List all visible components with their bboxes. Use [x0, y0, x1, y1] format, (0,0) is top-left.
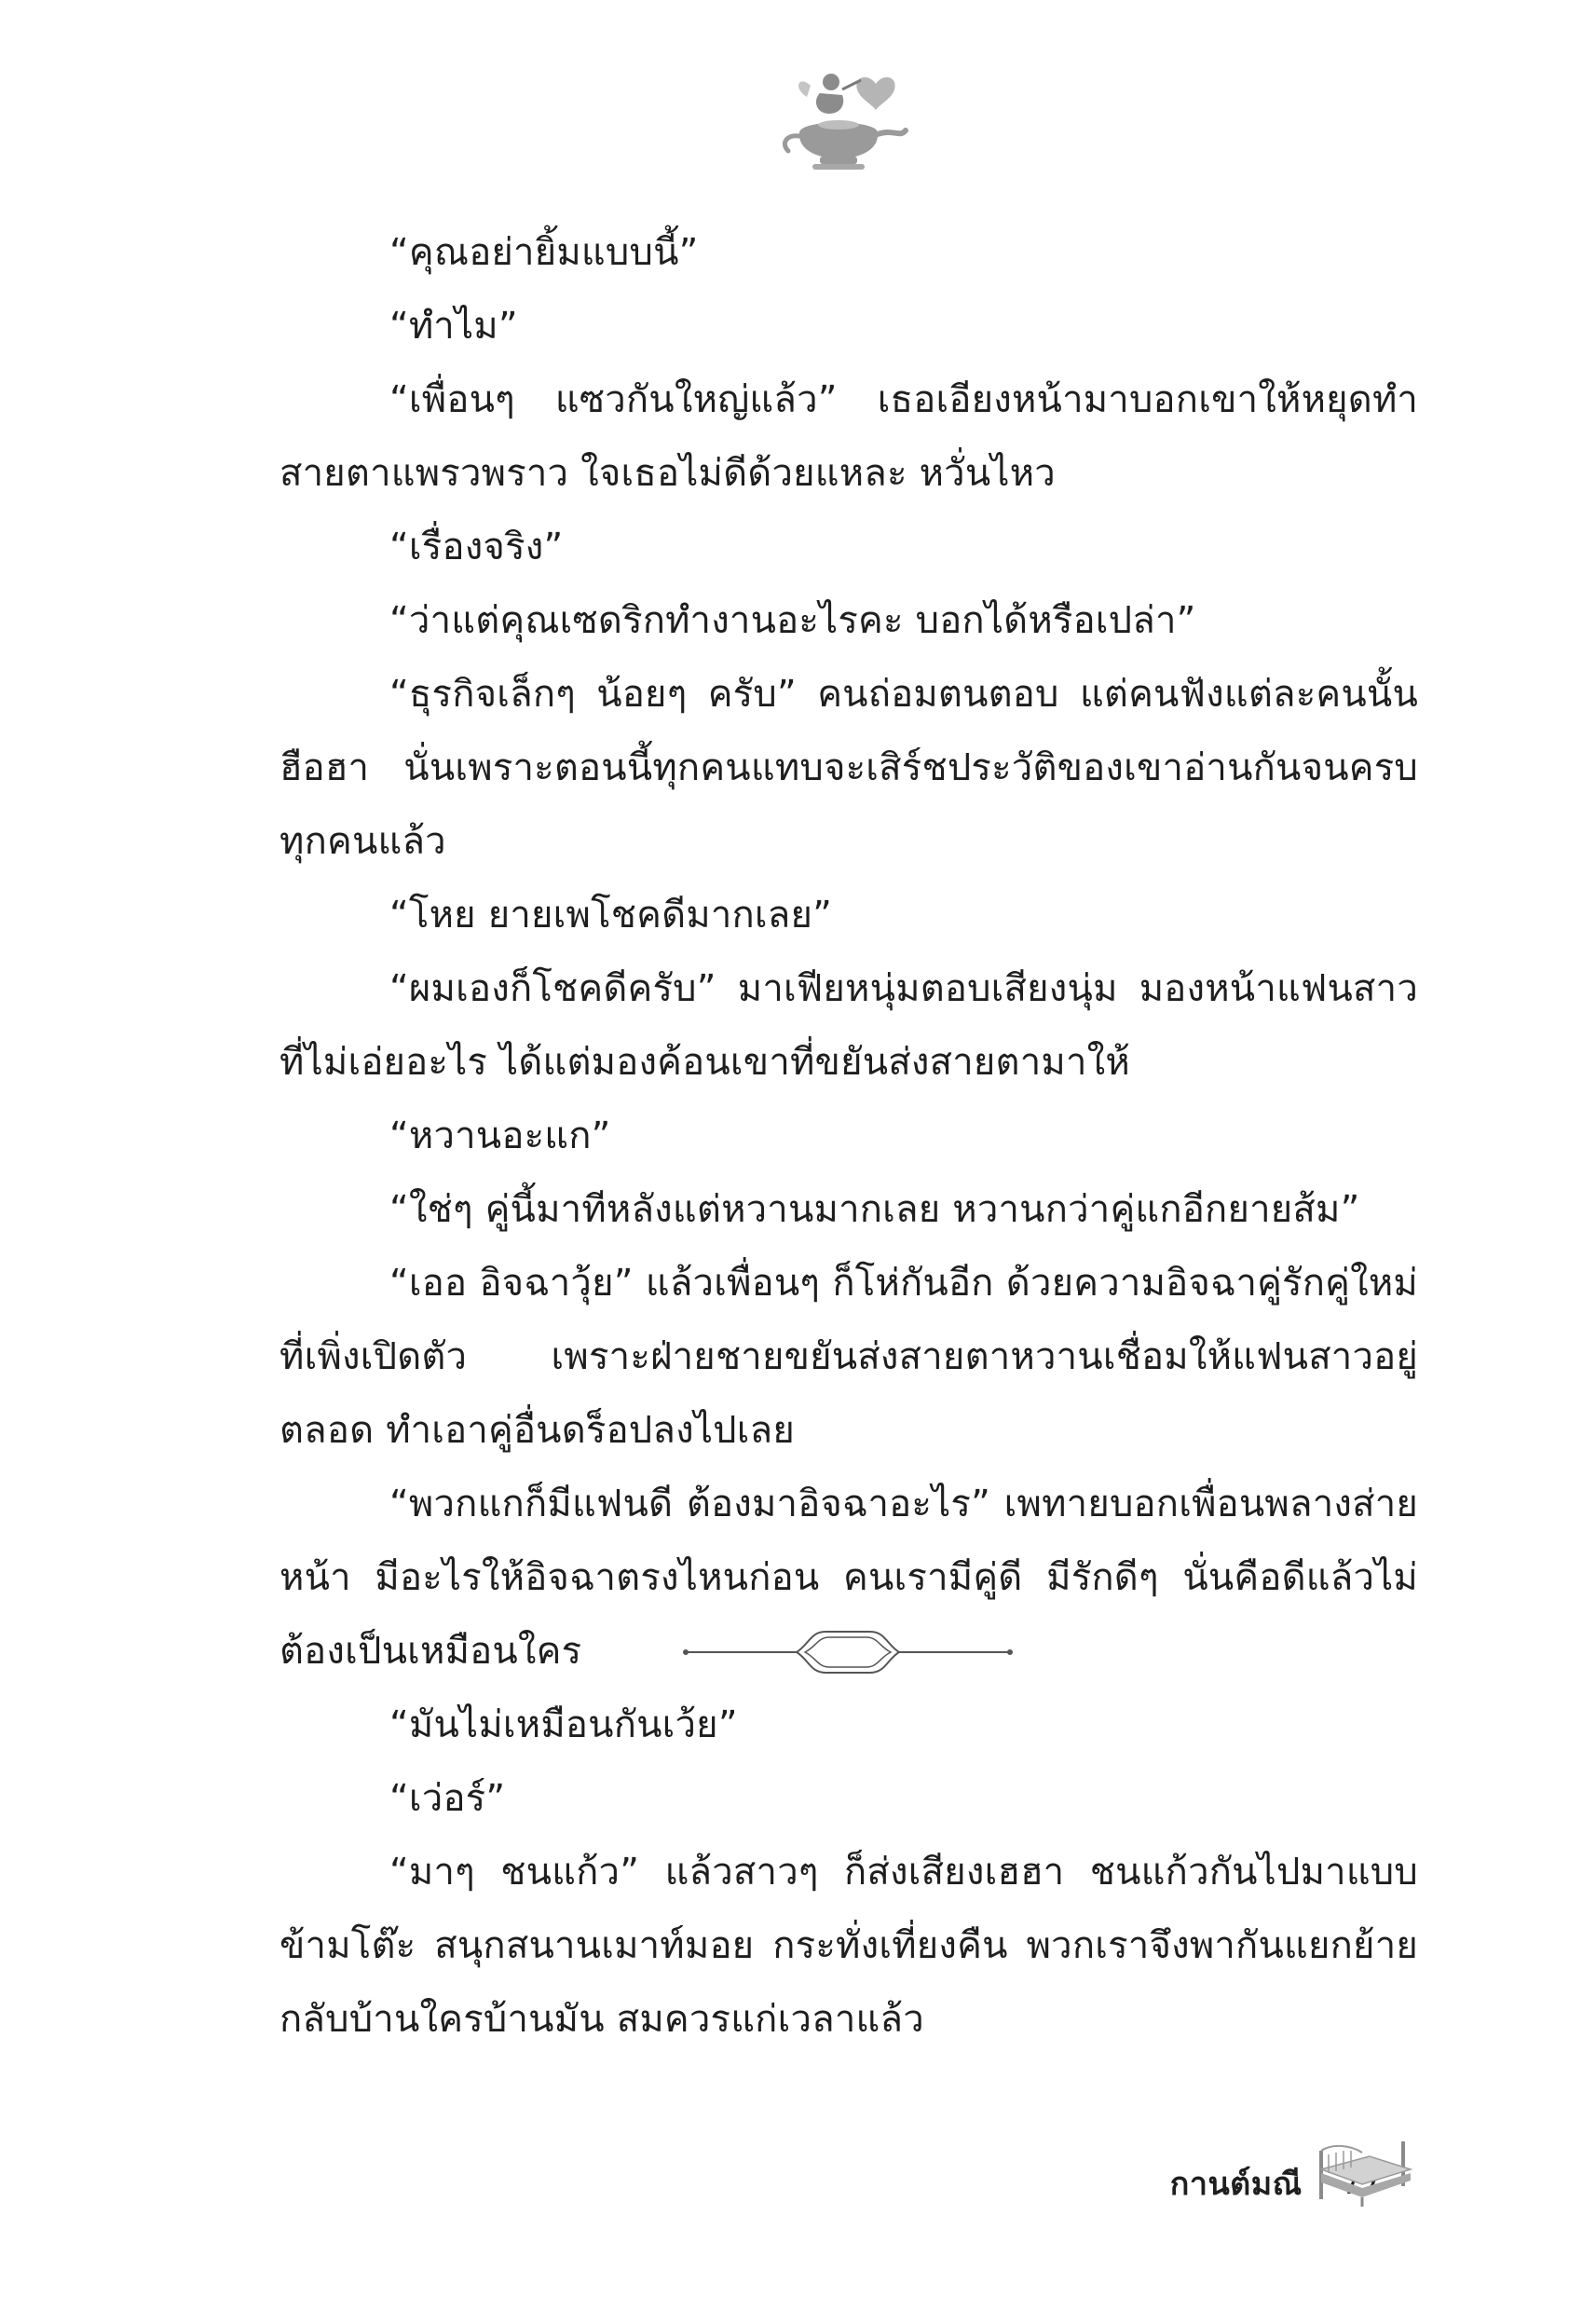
paragraph: “ทำไม”	[389, 305, 518, 348]
paragraph: “เว่อร์”	[389, 1777, 506, 1820]
paragraph: “เรื่องจริง”	[389, 526, 564, 568]
paragraph: “ธุรกิจเล็กๆ น้อยๆ ครับ” คนถ่อมตนตอบ แต่คนฟังแต่ละคนนั้นฮือฮา นั่นเพราะตอนนี้ทุกคนแทบจะเสิร์ชประวัติของเขาอ่านกันจนครบทุกคนแล้ว	[280, 673, 1418, 863]
book-title: กานต์มณี	[1169, 2166, 1303, 2203]
paragraph: “มาๆ ชนแก้ว” แล้วสาวๆ ก็ส่งเสียงเฮฮา ชนแก้วกันไปมาแบบข้ามโต๊ะ สนุกสนานเมาท์มอย กระทั่งเที่ยงคืน พวกเราจึงพากันแยกย้ายกลับบ้านใครบ้านมัน สมควรแก่เวลาแล้ว	[280, 1851, 1418, 2041]
paragraph: “ผมเองก็โชคดีครับ” มาเฟียหนุ่มตอบเสียงนุ่ม มองหน้าแฟนสาวที่ไม่เอ่ยอะไร ได้แต่มองค้อนเขาที่ขยันส่งสายตามาให้	[280, 967, 1418, 1084]
story-text	[280, 216, 1418, 2057]
paragraph: “เออ อิจฉาวุ้ย” แล้วเพื่อนๆ ก็โห่กันอีก ด้วยความอิจฉาคู่รักคู่ใหม่ที่เพิ่งเปิดตัว เพราะฝ่ายชายขยันส่งสายตาหวานเชื่อมให้แฟนสาวอยู่ตลอด ทำเอาคู่อื่นดร็อปลงไปเลย	[280, 1262, 1418, 1452]
paragraph: “โหย ยายเพโชคดีมากเลย”	[389, 894, 833, 937]
paragraph: “คุณอย่ายิ้มแบบนี้”	[389, 231, 699, 274]
paragraph: “มันไม่เหมือนกันเว้ย”	[389, 1703, 738, 1746]
ornamental-divider-icon	[680, 1617, 1016, 1688]
cupid-teapot-icon	[764, 56, 913, 177]
paragraph: “เพื่อนๆ แซวกันใหญ่แล้ว” เธอเอียงหน้ามาบอกเขาให้หยุดทำสายตาแพรวพราว ใจเธอไม่ดีด้วยแหละ หวั่นไหว	[280, 378, 1418, 495]
paragraph: “พวกแกก็มีแฟนดี ต้องมาอิจฉาอะไร” เพทายบอกเพื่อนพลางส่ายหน้า มีอะไรให้อิจฉาตรงไหนก่อน คนเรามีคู่ดี มีรักดีๆ นั่นคือดีแล้วไม่ต้องเป็นเหมือนใคร	[280, 1483, 1418, 1673]
bed-icon	[1314, 2132, 1418, 2208]
paragraph: “ว่าแต่คุณเซดริกทำงานอะไรคะ บอกได้หรือเปล่า”	[389, 599, 1196, 642]
paragraph: “หวานอะแก”	[389, 1114, 611, 1157]
paragraph: “ใช่ๆ คู่นี้มาทีหลังแต่หวานมากเลย หวานกว่าคู่แกอีกยายส้ม”	[389, 1188, 1360, 1231]
